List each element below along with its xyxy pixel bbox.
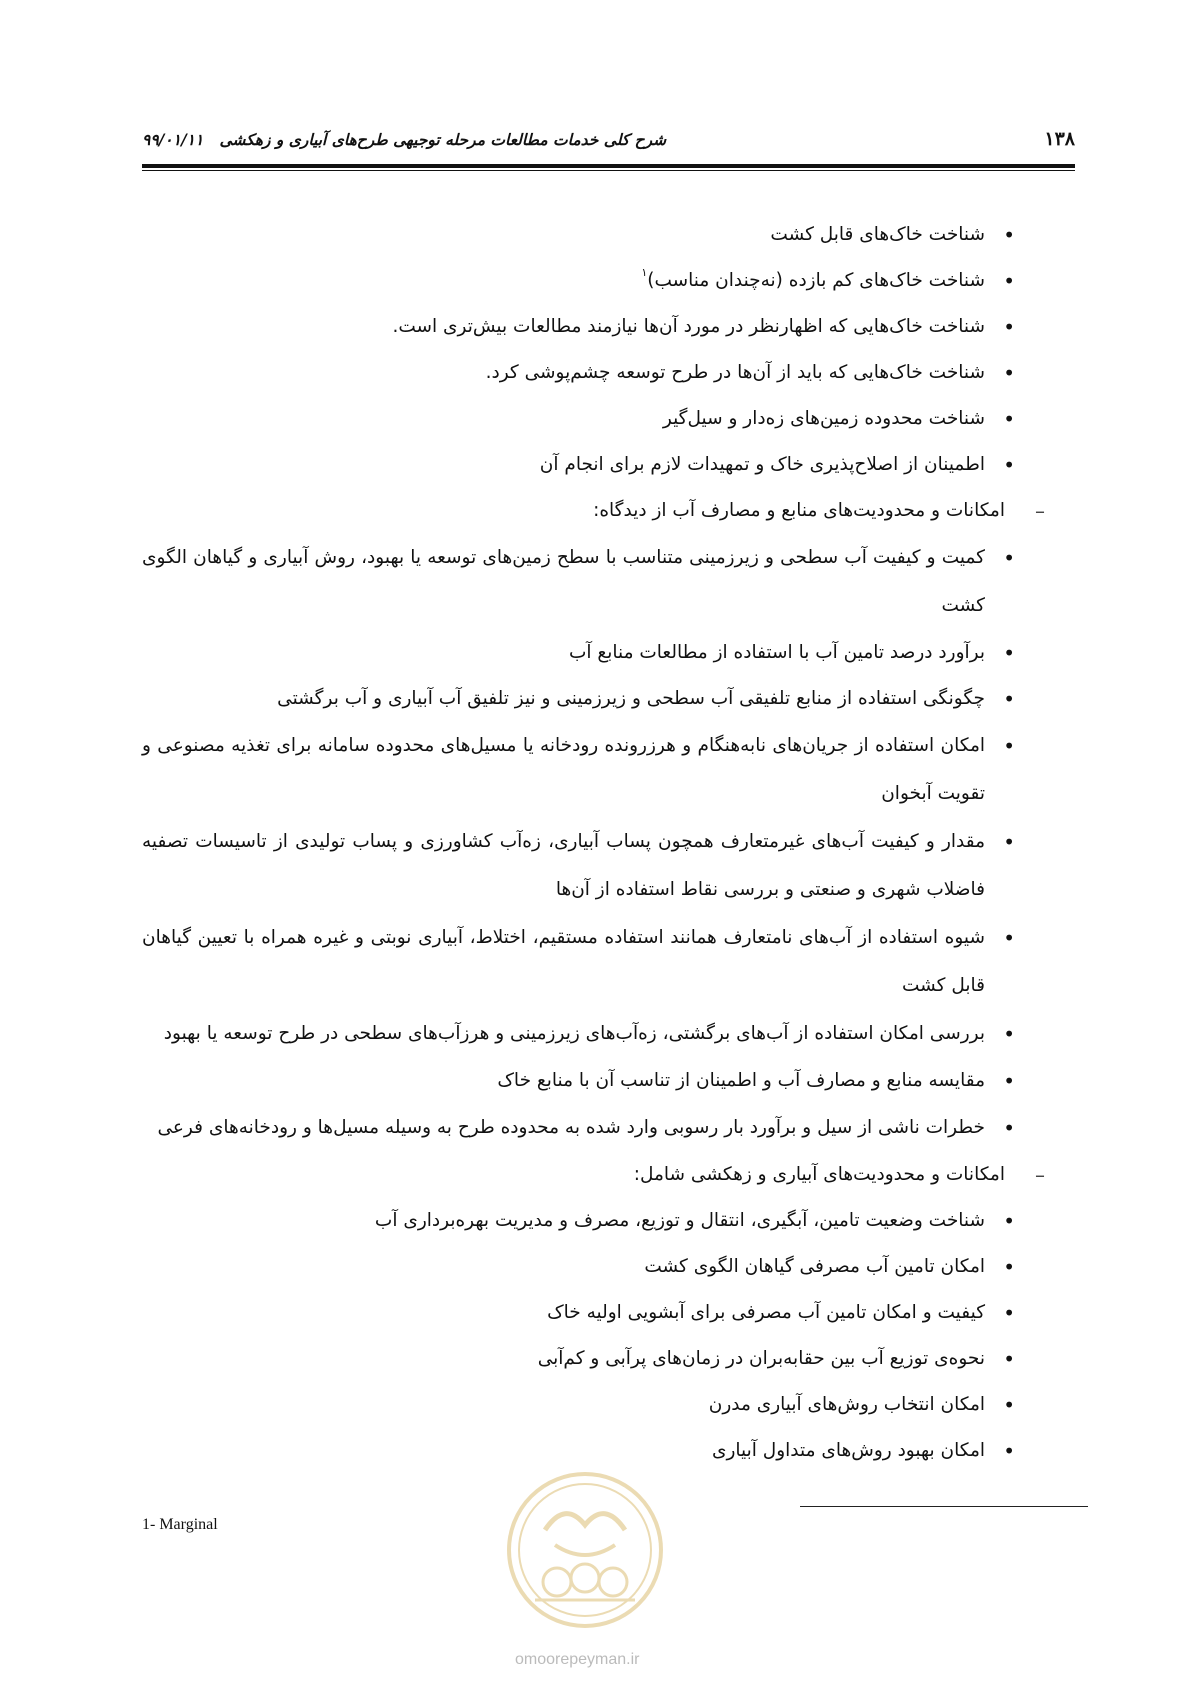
bullet-marker: • — [1003, 361, 1015, 385]
bullet-marker: • — [1003, 453, 1015, 477]
list-item — [142, 534, 1045, 630]
item-text: شناخت خاک‌های کم بازده (نه‌چندان مناسب) — [647, 270, 985, 291]
item-text: شناخت خاک‌هایی که اظهارنظر در مورد آن‌ها نیازمند مطالعات بیش‌تری است. — [392, 316, 985, 337]
list-item — [142, 1382, 1045, 1428]
list-item — [142, 1058, 1045, 1104]
omoore-peyman-seal-icon — [505, 1470, 665, 1630]
item-text: بررسی امکان استفاده از آب‌های برگشتی، زه‌آب‌های زیرزمینی و هرزآب‌های سطحی در طرح توسعه یا بهبود — [163, 1023, 985, 1044]
bullet-marker: • — [1003, 407, 1015, 431]
item-text: چگونگی استفاده از منابع تلفیقی آب سطحی و زیرزمینی و نیز تلفیق آب آبیاری و آب برگشتی — [277, 688, 985, 709]
item-text: نحوه‌ی توزیع آب بین حقابه‌بران در زمان‌های پرآبی و کم‌آبی — [537, 1348, 985, 1369]
bullet-marker: • — [1003, 1347, 1015, 1371]
bullet-marker: • — [1003, 926, 1015, 950]
item-text: مقایسه منابع و مصارف آب و اطمینان از تناسب آن با منابع خاک — [497, 1070, 985, 1091]
bullet-marker: • — [1003, 1301, 1015, 1325]
item-text: کمیت و کیفیت آب سطحی و زیرزمینی متناسب با سطح زمین‌های توسعه یا بهبود، روش آبیاری و گیاهان الگوی کشت — [142, 547, 985, 616]
list-item — [142, 304, 1045, 350]
list-item — [142, 442, 1045, 488]
bullet-marker: • — [1003, 1022, 1015, 1046]
bullet-marker: • — [1003, 269, 1015, 293]
item-text: خطرات ناشی از سیل و برآورد بار رسوبی وارد شده به محدوده طرح به وسیله مسیل‌ها و رودخانه‌های فرعی — [157, 1117, 985, 1138]
bullet-marker: • — [1003, 687, 1015, 711]
item-text: امکان انتخاب روش‌های آبیاری مدرن — [708, 1394, 985, 1415]
bullet-marker: • — [1003, 1255, 1015, 1279]
list-item — [142, 722, 1045, 818]
item-text: امکان تامین آب مصرفی گیاهان الگوی کشت — [644, 1256, 985, 1277]
bullet-marker: • — [1003, 830, 1015, 854]
bullet-marker: • — [1003, 641, 1015, 665]
list-item — [142, 1104, 1045, 1152]
document-body — [142, 212, 1045, 1474]
list-item — [142, 1336, 1045, 1382]
footnote-ref: ۱ — [641, 266, 648, 279]
item-text: اطمینان از اصلاح‌پذیری خاک و تمهیدات لازم برای انجام آن — [539, 454, 985, 475]
running-title — [142, 130, 666, 149]
dash-marker: – — [1035, 499, 1045, 523]
list-item — [142, 1428, 1045, 1474]
bullet-marker: • — [1003, 1439, 1015, 1463]
list-item — [142, 818, 1045, 914]
bullet-marker: • — [1003, 1116, 1015, 1140]
item-text: مقدار و کیفیت آب‌های غیرمتعارف همچون پساب آبیاری، زه‌آب کشاورزی و پساب تولیدی از تاسیسات تصفیه فاضلاب شهری و صنعتی و بررسی نقاط استفاده از آن‌ها — [142, 831, 985, 900]
list-item — [142, 350, 1045, 396]
bullet-marker: • — [1003, 546, 1015, 570]
dash-marker: – — [1035, 1163, 1045, 1187]
list-item — [142, 1198, 1045, 1244]
item-text: امکان استفاده از جریان‌های نابه‌هنگام و هرزرونده رودخانه یا مسیل‌های محدوده سامانه برای تغذیه مصنوعی و تقویت آبخوان — [142, 735, 985, 804]
section-heading — [142, 488, 1045, 534]
item-text: شناخت وضعیت تامین، آبگیری، انتقال و توزیع، مصرف و مدیریت بهره‌برداری آب — [374, 1210, 985, 1231]
item-text: امکانات و محدودیت‌های آبیاری و زهکشی شامل: — [633, 1164, 1005, 1185]
header-date: ۹۹/۰۱/۱۱ — [142, 130, 204, 149]
footnote: 1- Marginal — [142, 1516, 218, 1533]
header-title: شرح کلی خدمات مطالعات مرحله توجیهی طرح‌های آبیاری و زهکشی — [219, 130, 667, 149]
bullet-marker: • — [1003, 1209, 1015, 1233]
bullet-marker: • — [1003, 734, 1015, 758]
header-rule-thin — [142, 170, 1075, 171]
list-item — [142, 630, 1045, 676]
item-text: کیفیت و امکان تامین آب مصرفی برای آبشویی اولیه خاک — [547, 1302, 985, 1323]
item-text: امکان بهبود روش‌های متداول آبیاری — [711, 1440, 985, 1461]
item-text: شناخت خاک‌هایی که باید از آن‌ها در طرح توسعه چشم‌پوشی کرد. — [485, 362, 985, 383]
bullet-marker: • — [1003, 315, 1015, 339]
watermark-site: omoorepeyman.ir — [515, 1651, 640, 1668]
bullet-marker: • — [1003, 1069, 1015, 1093]
list-item — [142, 396, 1045, 442]
item-text: شناخت خاک‌های قابل کشت — [770, 224, 985, 245]
header-rule-thick — [142, 164, 1075, 168]
item-text: امکانات و محدودیت‌های منابع و مصارف آب از دیدگاه: — [593, 500, 1005, 521]
list-item — [142, 258, 1045, 304]
list-item — [142, 212, 1045, 258]
section-heading — [142, 1152, 1045, 1198]
item-text: برآورد درصد تامین آب با استفاده از مطالعات منابع آب — [568, 642, 985, 663]
footnote-separator — [800, 1506, 1088, 1507]
bullet-marker: • — [1003, 223, 1015, 247]
page-header — [142, 128, 1075, 152]
list-item — [142, 914, 1045, 1010]
list-item — [142, 1244, 1045, 1290]
list-item — [142, 1010, 1045, 1058]
page-number: ۱۳۸ — [1044, 128, 1075, 150]
list-item — [142, 676, 1045, 722]
bullet-marker: • — [1003, 1393, 1015, 1417]
item-text: شناخت محدوده زمین‌های زه‌دار و سیل‌گیر — [662, 408, 985, 429]
item-text: شیوه استفاده از آب‌های نامتعارف همانند استفاده مستقیم، اختلاط، آبیاری نوبتی و غیره همراه با تعیین گیاهان قابل کشت — [142, 927, 985, 996]
list-item — [142, 1290, 1045, 1336]
